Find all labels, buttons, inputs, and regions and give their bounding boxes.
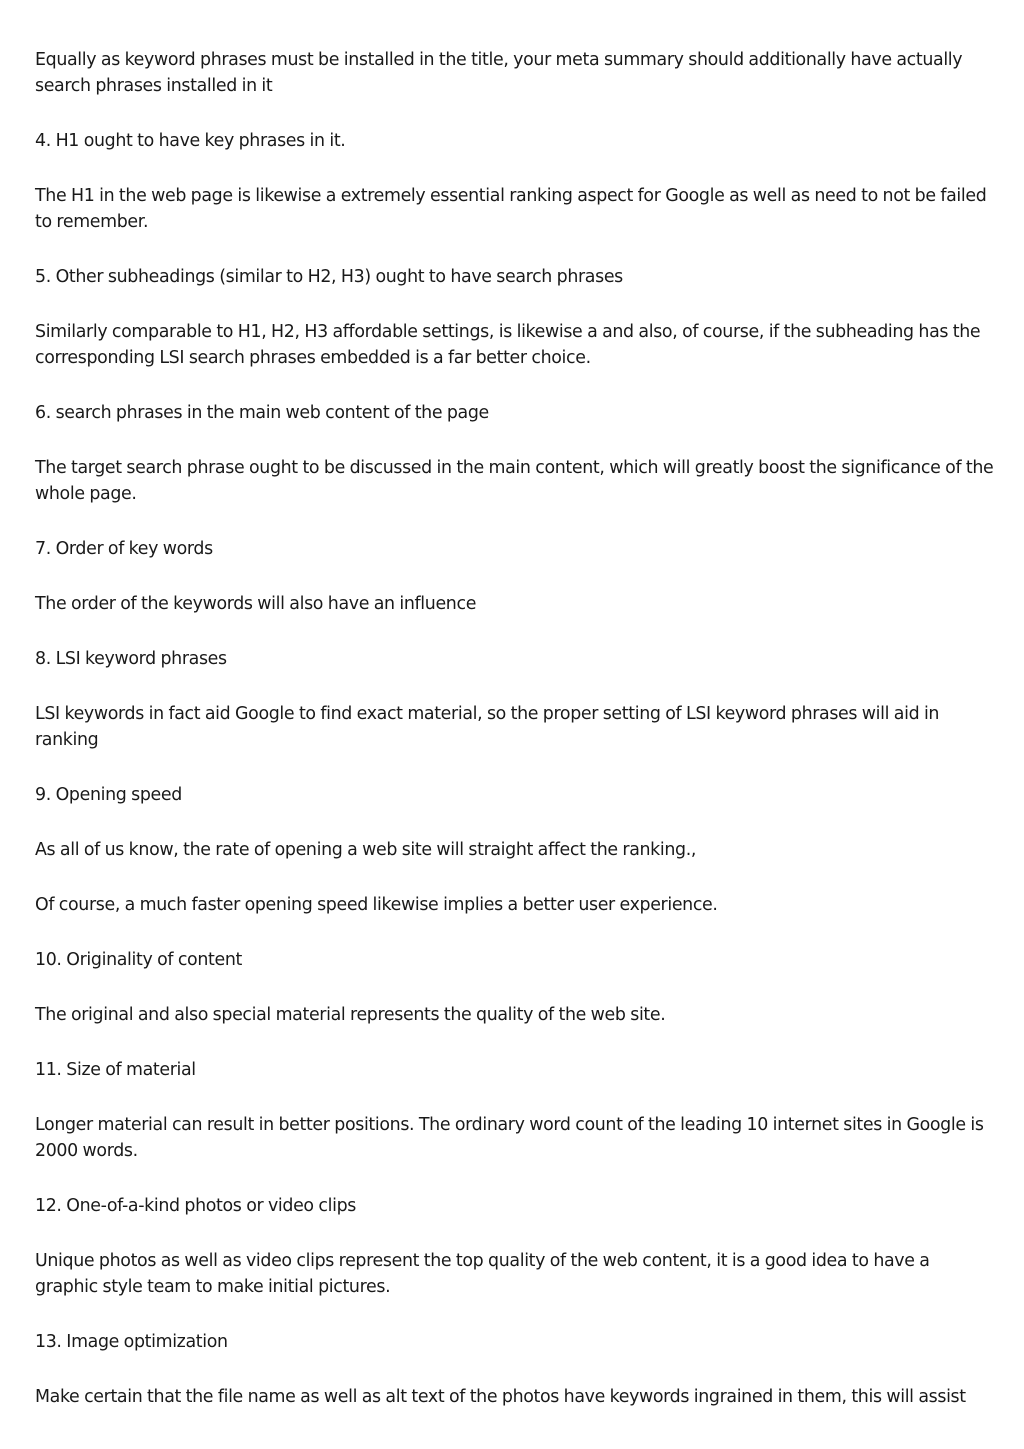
intro-paragraph: Equally as keyword phrases must be installed in the title, your meta summary should additionally have actually search phrases installed in it	[35, 50, 963, 96]
heading-subheadings: 5. Other subheadings (similar to H2, H3) ought to have search phrases	[35, 267, 623, 287]
heading-main-content: 6. search phrases in the main web content of the page	[35, 403, 489, 423]
paragraph-size-of-material: Longer material can result in better positions. The ordinary word count of the leading 10 internet sites in Google is 2000 words.	[35, 1115, 984, 1161]
paragraph-lsi-keywords: LSI keywords in fact aid Google to find exact material, so the proper setting of LSI keyword phrases will aid in ranking	[35, 704, 940, 750]
heading-image-optimization: 13. Image optimization	[35, 1332, 228, 1352]
heading-size-of-material: 11. Size of material	[35, 1060, 196, 1080]
paragraph-keyword-order: The order of the keywords will also have an influence	[35, 594, 477, 614]
heading-opening-speed: 9. Opening speed	[35, 785, 182, 805]
heading-h1-keywords: 4. H1 ought to have key phrases in it.	[35, 131, 346, 151]
heading-lsi-keywords: 8. LSI keyword phrases	[35, 649, 227, 669]
paragraph-unique-photos: Unique photos as well as video clips represent the top quality of the web content, it is a good idea to have a graphic style team to make initial pictures.	[35, 1251, 930, 1297]
document-page	[35, 47, 995, 1439]
heading-keyword-order: 7. Order of key words	[35, 539, 213, 559]
paragraph-opening-speed: As all of us know, the rate of opening a web site will straight affect the ranking.,	[35, 840, 697, 860]
paragraph-user-experience: Of course, a much faster opening speed likewise implies a better user experience.	[35, 895, 718, 915]
paragraph-subheadings: Similarly comparable to H1, H2, H3 affordable settings, is likewise a and also, of course, if the subheading has the corresponding LSI search phrases embedded is a far better choice.	[35, 322, 981, 368]
heading-originality: 10. Originality of content	[35, 950, 242, 970]
paragraph-h1-keywords: The H1 in the web page is likewise a extremely essential ranking aspect for Google as well as need to not be failed to remember.	[35, 186, 987, 232]
paragraph-main-content: The target search phrase ought to be discussed in the main content, which will greatly boost the significance of the whole page.	[35, 458, 994, 504]
paragraph-image-optimization: Make certain that the file name as well as alt text of the photos have keywords ingrained in them, this will assist	[35, 1387, 966, 1407]
paragraph-originality: The original and also special material represents the quality of the web site.	[35, 1005, 666, 1025]
heading-unique-photos: 12. One-of-a-kind photos or video clips	[35, 1196, 356, 1216]
